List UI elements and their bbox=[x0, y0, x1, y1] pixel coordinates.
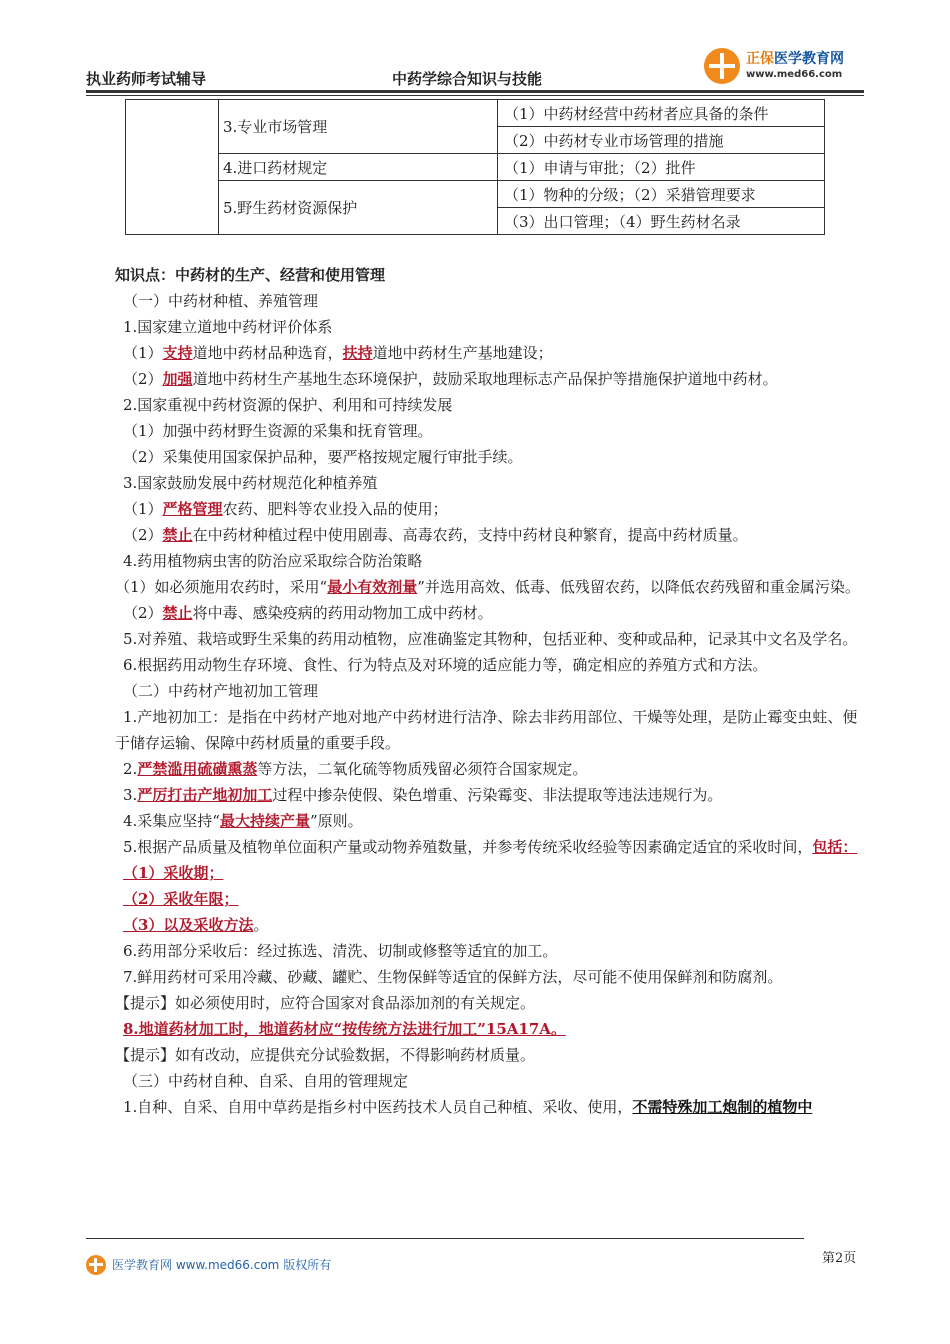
paragraph: （1）支持道地中药材品种选育，扶持道地中药材生产基地建设； bbox=[123, 344, 553, 362]
header-rule-thin bbox=[86, 95, 864, 96]
keyword: 禁止 bbox=[162, 604, 193, 622]
paragraph: 7.鲜用药材可采用冷藏、砂藏、罐贮、生物保鲜等适宜的保鲜方法，尽可能不使用保鲜剂和防腐剂。 bbox=[123, 968, 783, 986]
keyword: 最小有效剂量 bbox=[327, 578, 418, 596]
header-rule bbox=[86, 90, 864, 93]
page-number: 第2页 bbox=[822, 1251, 857, 1266]
paragraph: 1.产地初加工：是指在中药材产地对地产中药材进行洁净、除去非药用部位、干燥等处理，是防止霉变虫蛀、便于储存运输、保障中药材质量的重要手段。 bbox=[115, 708, 858, 752]
tip: 【提示】如必须使用时，应符合国家对食品添加剂的有关规定。 bbox=[115, 994, 536, 1012]
table-cell-topic: 4.进口药材规定 bbox=[219, 154, 498, 181]
keyword: 加强 bbox=[162, 370, 193, 388]
keyword: 包括： bbox=[812, 838, 858, 856]
table-cell-item: （1）物种的分级；（2）采猎管理要求 bbox=[498, 181, 825, 208]
paragraph bbox=[115, 860, 865, 886]
paragraph: （3）以及采收方法。 bbox=[123, 916, 269, 934]
table-cell-item: （2）中药材专业市场管理的措施 bbox=[498, 127, 825, 154]
paragraph: 1.自种、自采、自用中草药是指乡村中医药技术人员自己种植、采收、使用，不需特殊加工炮制的植物中 bbox=[123, 1098, 813, 1116]
paragraph: （1）如必须施用农药时，采用“最小有效剂量”并选用高效、低毒、低残留农药，以降低农药残留和重金属污染。 bbox=[115, 578, 860, 596]
footer-rule bbox=[86, 1238, 804, 1239]
table-cell-topic: 5.野生药材资源保护 bbox=[219, 181, 498, 235]
keyword: 禁止 bbox=[162, 526, 193, 544]
paragraph: 4.药用植物病虫害的防治应采取综合防治策略 bbox=[123, 552, 423, 570]
paragraph: 3.严厉打击产地初加工过程中掺杂使假、染色增重、污染霉变、非法提取等违法违规行为。 bbox=[123, 786, 723, 804]
paragraph: 5.根据产品质量及植物单位面积产量或动物养殖数量，并参考传统采收经验等因素确定适宜的采收时间，包括： bbox=[123, 838, 858, 856]
footer-text: 医学教育网 www.med66.com 版权所有 bbox=[112, 1258, 332, 1272]
keyword: 不需特殊加工炮制的植物中 bbox=[632, 1098, 813, 1116]
keyword: 严格管理 bbox=[162, 500, 223, 518]
paragraph: 1.国家建立道地中药材评价体系 bbox=[123, 318, 333, 336]
table-row bbox=[126, 181, 825, 208]
paragraph: （1）加强中药材野生资源的采集和抚育管理。 bbox=[123, 422, 433, 440]
paragraph: 4.采集应坚持“最大持续产量”原则。 bbox=[123, 812, 363, 830]
document-body bbox=[115, 262, 865, 1120]
keyword: （1）采收期； bbox=[123, 864, 224, 882]
keyword: 8.地道药材加工时，地道药材应“按传统方法进行加工”15A17A。 bbox=[123, 1020, 566, 1038]
cross-logo-icon bbox=[704, 48, 740, 84]
brand-logo bbox=[700, 44, 870, 90]
paragraph: 5.对养殖、栽培或野生采集的药用动植物，应准确鉴定其物种，包括亚种、变种或品种，记录其中文名及学名。 bbox=[123, 630, 858, 648]
keyword: 严厉打击产地初加工 bbox=[137, 786, 273, 804]
keyword: 最大持续产量 bbox=[219, 812, 310, 830]
table-cell-topic: 3.专业市场管理 bbox=[219, 100, 498, 154]
header-title: 中药学综合知识与技能 bbox=[392, 70, 543, 88]
tip: 【提示】如有改动，应提供充分试验数据，不得影响药材质量。 bbox=[115, 1046, 536, 1064]
keyword: （3）以及采收方法 bbox=[123, 916, 254, 934]
table-cell-item: （1）中药材经营中药材者应具备的条件 bbox=[498, 100, 825, 127]
paragraph: 6.根据药用动物生存环境、食性、行为特点及对环境的适应能力等，确定相应的养殖方式和方法。 bbox=[123, 656, 768, 674]
paragraph: 2.国家重视中药材资源的保护、利用和可持续发展 bbox=[123, 396, 453, 414]
paragraph bbox=[115, 1016, 865, 1042]
keyword: 扶持 bbox=[342, 344, 373, 362]
table-cell-empty bbox=[126, 100, 219, 235]
paragraph: 3.国家鼓励发展中药材规范化种植养殖 bbox=[123, 474, 378, 492]
footer-logo-icon bbox=[86, 1255, 106, 1275]
keyword: 严禁滥用硫磺熏蒸 bbox=[137, 760, 258, 778]
paragraph: 6.药用部分采收后：经过拣选、清洗、切制或修整等适宜的加工。 bbox=[123, 942, 558, 960]
table-row bbox=[126, 154, 825, 181]
paragraph bbox=[115, 886, 865, 912]
subsection-heading: （三）中药材自种、自采、自用的管理规定 bbox=[123, 1072, 409, 1090]
header-left: 执业药师考试辅导 bbox=[86, 70, 207, 88]
subsection-heading: （二）中药材产地初加工管理 bbox=[123, 682, 319, 700]
paragraph: （2）禁止在中药材种植过程中使用剧毒、高毒农药，支持中药材良种繁育，提高中药材质量。 bbox=[123, 526, 748, 544]
paragraph: （2）禁止将中毒、感染疫病的药用动物加工成中药材。 bbox=[123, 604, 493, 622]
section-title: 知识点：中药材的生产、经营和使用管理 bbox=[115, 266, 386, 284]
subsection-heading: （一）中药材种植、养殖管理 bbox=[123, 292, 319, 310]
paragraph: （2）采集使用国家保护品种，要严格按规定履行审批手续。 bbox=[123, 448, 523, 466]
paragraph: （2）加强道地中药材生产基地生态环境保护，鼓励采取地理标志产品保护等措施保护道地中药材。 bbox=[123, 370, 778, 388]
keyword: 支持 bbox=[162, 344, 193, 362]
table-row bbox=[126, 100, 825, 127]
keyword: （2）采收年限； bbox=[123, 890, 239, 908]
table-cell-item: （3）出口管理；（4）野生药材名录 bbox=[498, 208, 825, 235]
paragraph: 2.严禁滥用硫磺熏蒸等方法，二氧化硫等物质残留必须符合国家规定。 bbox=[123, 760, 588, 778]
logo-url: www.med66.com bbox=[746, 69, 843, 80]
paragraph: （1）严格管理农药、肥料等农业投入品的使用； bbox=[123, 500, 448, 518]
summary-table bbox=[125, 99, 825, 235]
table-cell-item: （1）申请与审批；（2）批件 bbox=[498, 154, 825, 181]
logo-brand: 正保医学教育网 bbox=[746, 51, 844, 67]
